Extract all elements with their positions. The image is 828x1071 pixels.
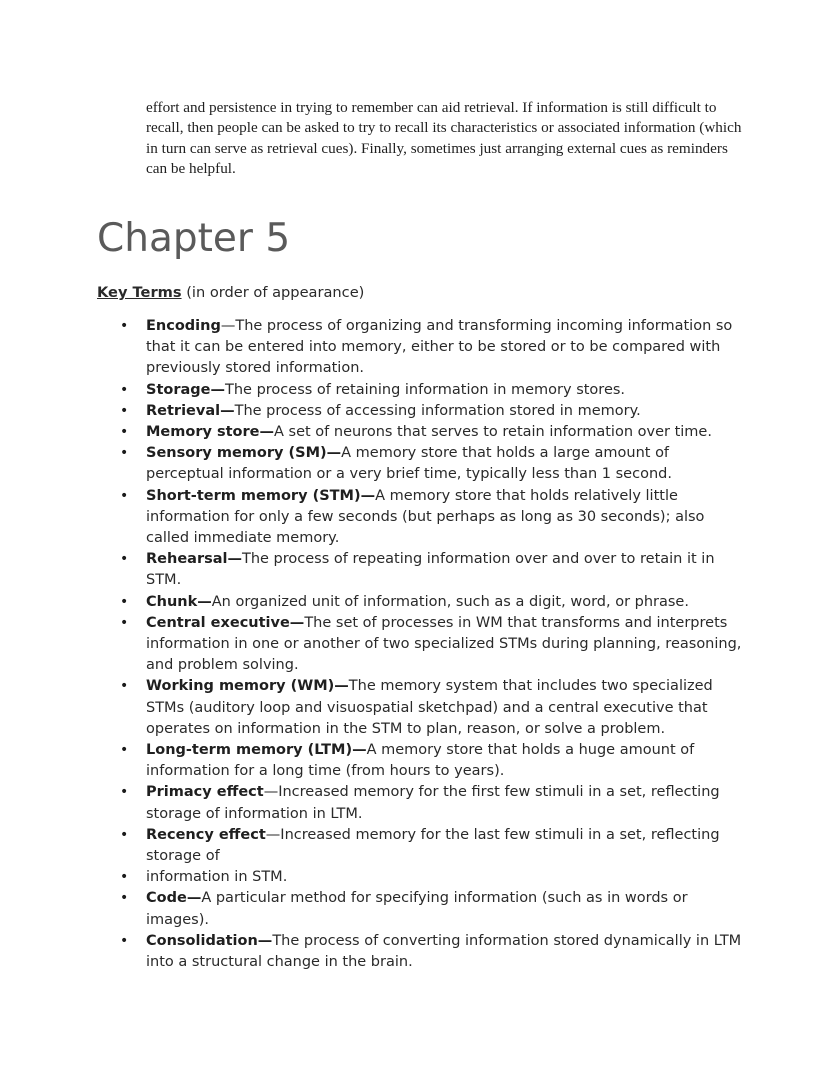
term-definition: The set of processes in WM that transforms and interprets information in one or another of two specialized STMs during planning, reasoning, and problem solving. [146,614,742,674]
key-terms-list [120,316,746,973]
term-definition: —Increased memory for the first few stimuli in a set, reflecting storage of information in LTM. [146,784,720,822]
term-item-long-term-memory [120,740,746,782]
bullet-icon: • [120,424,129,441]
term-name: Chunk— [146,593,212,610]
term-definition: information in STM. [146,869,288,886]
term-definition: A set of neurons that serves to retain information over time. [274,424,712,441]
term-item-recency-effect [120,825,746,867]
key-terms-line [97,283,364,303]
term-item-encoding [120,316,746,380]
bullet-icon: • [120,318,129,334]
key-terms-note: (in order of appearance) [181,284,365,301]
bullet-icon: • [120,890,129,907]
term-name: Recency effect [146,826,266,843]
bullet-icon: • [120,932,129,949]
term-name: Short-term memory (STM)— [146,487,376,504]
bullet-icon: • [120,593,129,610]
term-definition: A memory store that holds a large amount of perceptual information or a very brief time, typically less than 1 second. [146,445,672,483]
term-item-storage [120,380,746,401]
bullet-icon: • [120,487,129,504]
term-name: Long-term memory (LTM)— [146,742,367,759]
term-item-short-term-memory [120,486,746,550]
term-item-working-memory [120,676,746,740]
term-definition: A particular method for specifying information (such as in words or images). [146,890,688,928]
bullet-icon: • [120,614,129,631]
term-name: Central executive— [146,614,305,631]
term-name: Retrieval— [146,402,235,419]
intro-paragraph: effort and persistence in trying to remember can aid retrieval. If information is still difficult to recall, then people can be asked to try to recall its characteristics or associated information (which in turn can serve as retrieval cues). Finally, sometimes just arranging external cues as reminders can be helpful. [146,99,742,178]
term-definition: A memory store that holds a huge amount of information for a long time (from hours to years). [146,742,695,780]
bullet-icon: • [120,551,129,568]
term-definition: —The process of organizing and transforming incoming information so that it can be entered into memory, either to be stored or to be compared with previously stored information. [146,318,733,377]
term-name: Code— [146,890,202,907]
bullet-icon: • [120,826,129,843]
term-name: Primacy effect [146,784,264,801]
term-name: Encoding [146,318,221,334]
term-name: Working memory (WM)— [146,678,349,695]
bullet-icon: • [120,402,129,419]
key-terms-heading: Key Terms [97,284,182,301]
term-item-retrieval [120,401,746,422]
term-definition: The process of accessing information stored in memory. [234,402,641,419]
term-definition: —Increased memory for the last few stimuli in a set, reflecting storage of [146,826,720,865]
term-item-memory-store [120,422,746,443]
term-item-code [120,888,746,930]
term-definition: The process of repeating information over and over to retain it in STM. [146,551,715,589]
term-item-rehearsal [120,549,746,591]
term-item-primacy-effect [120,782,746,824]
bullet-icon: • [120,381,129,398]
term-name: Rehearsal— [146,551,242,568]
bullet-icon: • [120,445,129,462]
term-definition: The process of converting information stored dynamically in LTM into a structural change in the brain. [146,932,742,971]
bullet-icon: • [120,784,129,801]
term-item-recency-continued [120,867,746,888]
bullet-icon: • [120,742,129,759]
term-name: Storage— [146,381,225,398]
bullet-icon: • [120,678,129,695]
bullet-icon: • [120,869,129,886]
term-name: Sensory memory (SM)— [146,445,342,462]
term-definition: The process of retaining information in memory stores. [225,381,626,398]
chapter-title: Chapter 5 [97,216,291,261]
term-item-sensory-memory [120,443,746,485]
term-item-consolidation [120,931,746,973]
term-definition: The memory system that includes two specialized STMs (auditory loop and visuospatial sketchpad) and a central executive that operates on information in the STM to plan, reason, or solve a problem. [146,678,713,737]
term-name: Consolidation— [146,932,273,949]
term-definition: A memory store that holds relatively little information for only a few seconds (but perhaps as long as 30 seconds); also called immediate memory. [146,487,705,547]
term-definition: An organized unit of information, such as a digit, word, or phrase. [211,593,689,610]
term-name: Memory store— [146,424,274,441]
term-item-central-executive [120,613,746,677]
term-item-chunk [120,592,746,613]
